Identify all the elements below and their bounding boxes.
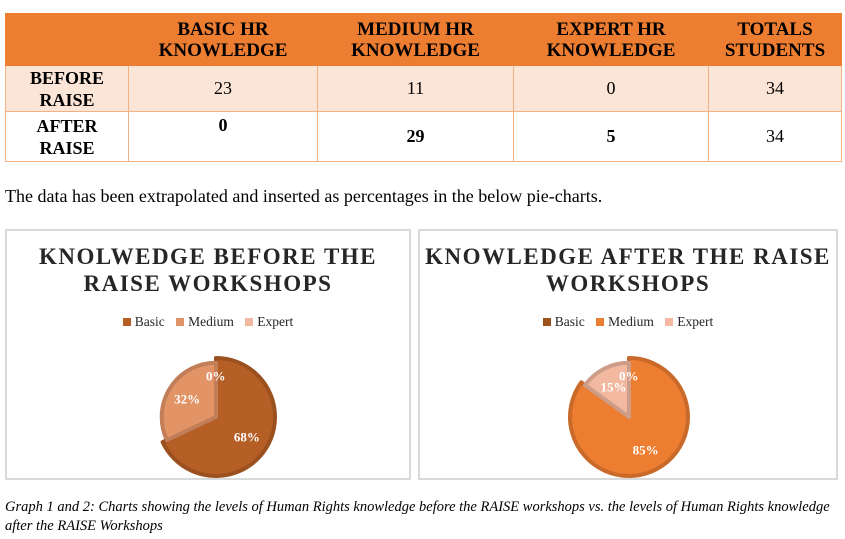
legend-label: Expert	[257, 314, 294, 329]
cell-after-medium: 29	[318, 112, 514, 162]
header-medium: MEDIUM HR KNOWLEDGE	[318, 14, 514, 66]
pie-data-label: 15%	[600, 379, 627, 395]
pie-chart-after	[418, 229, 838, 480]
cell-before-total: 34	[709, 66, 842, 112]
header-corner	[6, 14, 129, 66]
header-totals: TOTALS STUDENTS	[709, 14, 842, 66]
figure-caption: Graph 1 and 2: Charts showing the levels of Human Rights knowledge before the RAISE workshops vs. the levels of Human Rights knowledge after the RAISE Workshops	[5, 499, 830, 534]
pie-svg	[420, 231, 836, 478]
table-row	[6, 66, 842, 112]
cell-after-expert: 5	[514, 112, 709, 162]
pie-data-label: 68%	[233, 429, 260, 445]
legend-label: Expert	[677, 314, 714, 329]
chart-title: KNOLWEDGE BEFORE THE RAISE WORKSHOPS	[38, 244, 378, 296]
legend-label: Basic	[554, 314, 585, 329]
chart-title: KNOWLEDGE AFTER THE RAISE WORKSHOPS	[425, 244, 831, 296]
cell-after-basic: 0	[129, 112, 318, 162]
pie-svg	[7, 231, 409, 478]
legend-label: Basic	[134, 314, 165, 329]
cell-before-expert: 0	[514, 66, 709, 112]
row-label-before: BEFORE RAISE	[6, 66, 129, 112]
cell-after-total: 34	[709, 112, 842, 162]
legend-label: Medium	[188, 314, 234, 329]
legend-label: Medium	[608, 314, 654, 329]
header-expert: EXPERT HR KNOWLEDGE	[514, 14, 709, 66]
pie-data-label: 85%	[632, 442, 659, 458]
table-header-row	[6, 14, 842, 66]
header-basic: BASIC HR KNOWLEDGE	[129, 14, 318, 66]
pie-data-label: 0%	[206, 368, 226, 384]
cell-before-medium: 11	[318, 66, 514, 112]
intro-paragraph: The data has been extrapolated and inserted as percentages in the below pie-charts.	[5, 186, 603, 206]
pie-data-label: 0%	[619, 368, 639, 384]
table-row	[6, 112, 842, 162]
knowledge-table	[5, 13, 842, 162]
pie-data-label: 32%	[174, 391, 201, 407]
cell-before-basic: 23	[129, 66, 318, 112]
row-label-after: AFTER RAISE	[6, 112, 129, 162]
pie-chart-before	[5, 229, 411, 480]
